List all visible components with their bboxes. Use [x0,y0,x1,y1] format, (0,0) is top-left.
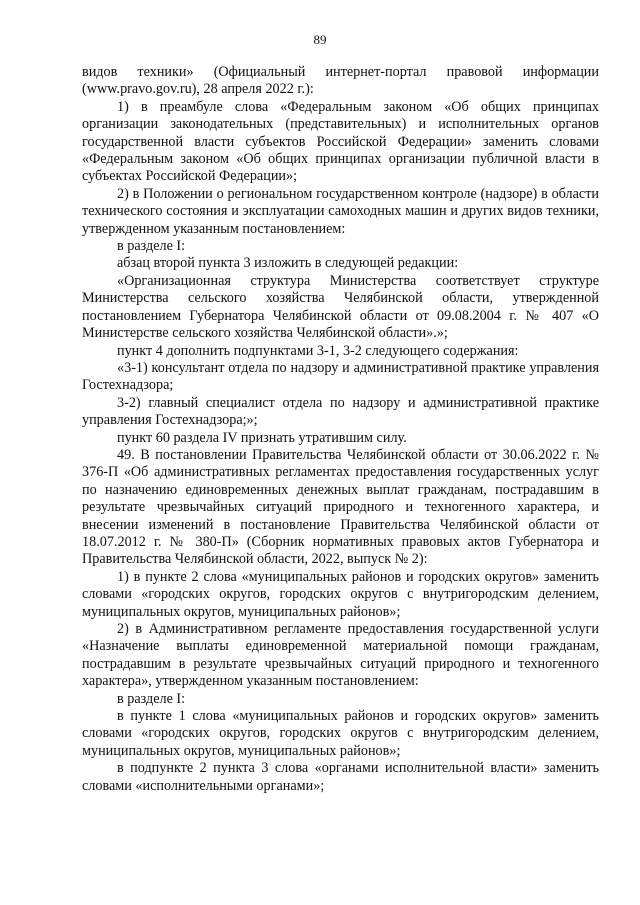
document-body [82,64,599,795]
paragraph: видов техники» (Официальный интернет-портал правовой информации (www.pravo.gov.ru), 28 апреля 2022 г.): [82,64,599,98]
paragraph: абзац второй пункта 3 изложить в следующей редакции: [117,255,459,272]
paragraph: пункт 4 дополнить подпунктами 3-1, 3-2 следующего содержания: [117,342,519,359]
paragraph: «3-1) консультант отдела по надзору и административной практике управления Гостехнадзора; [82,359,599,394]
paragraph: 2) в Положении о региональном государственном контроле (надзоре) в области технического состояния и эксплуатации самоходных машин и других видов техники, утвержденном указанным постановлением: [82,185,599,237]
paragraph: в подпункте 2 пункта 3 слова «органами исполнительной власти» заменить словами «исполнительными органами»; [82,760,599,794]
paragraph: «Организационная структура Министерства соответствует структуре Министерства сельского хозяйства Челябинской области, утвержденной постановлением Губернатора Челябинской области от 09.08.2004 г. № 407 «О Министерстве сельского хозяйства Челябинской области».»; [82,272,599,342]
paragraph: 1) в преамбуле слова «Федеральным законом «Об общих принципах организации законодательных (представительных) и исполнительных органов государственной власти субъектов Российской Федерации» заменить словами «Федеральным законом «Об общих принципах организации публичной власти в субъектах Российской Федерации»; [82,98,599,185]
page-number: 89 [313,32,327,47]
paragraph: в пункте 1 слова «муниципальных районов и городских округов» заменить словами «городских округов, городских округов с внутригородским делением, муниципальных округов, муниципальных районов»; [82,708,599,759]
paragraph: 1) в пункте 2 слова «муниципальных районов и городских округов» заменить словами «городских округов, городских округов с внутригородским делением, муниципальных округов, муниципальных районов»; [82,568,599,620]
paragraph: в разделе I: [117,690,186,707]
paragraph: 3-2) главный специалист отдела по надзору и административной практике управления Гостехнадзора;»; [82,394,599,429]
paragraph: 49. В постановлении Правительства Челябинской области от 30.06.2022 г. № 376-П «Об административных регламентах предоставления государственных услуг по назначению единовременных денежных выплат гражданам, пострадавшим в результате чрезвычайных ситуаций природного и техногенного характера, и внесении изменений в постановление Правительства Челябинской области от 18.07.2012 г. № 380-П» (Сборник нормативных правовых актов Губернатора и Правительства Челябинской области, 2022, выпуск № 2): [82,446,599,568]
paragraph: пункт 60 раздела IV признать утратившим силу. [117,429,407,446]
paragraph: 2) в Административном регламенте предоставления государственной услуги «Назначение выплаты единовременной материальной помощи гражданам, пострадавшим в результате чрезвычайных ситуаций природного и техногенного характера», утвержденном указанным постановлением: [82,621,599,690]
paragraph: в разделе I: [117,238,186,255]
